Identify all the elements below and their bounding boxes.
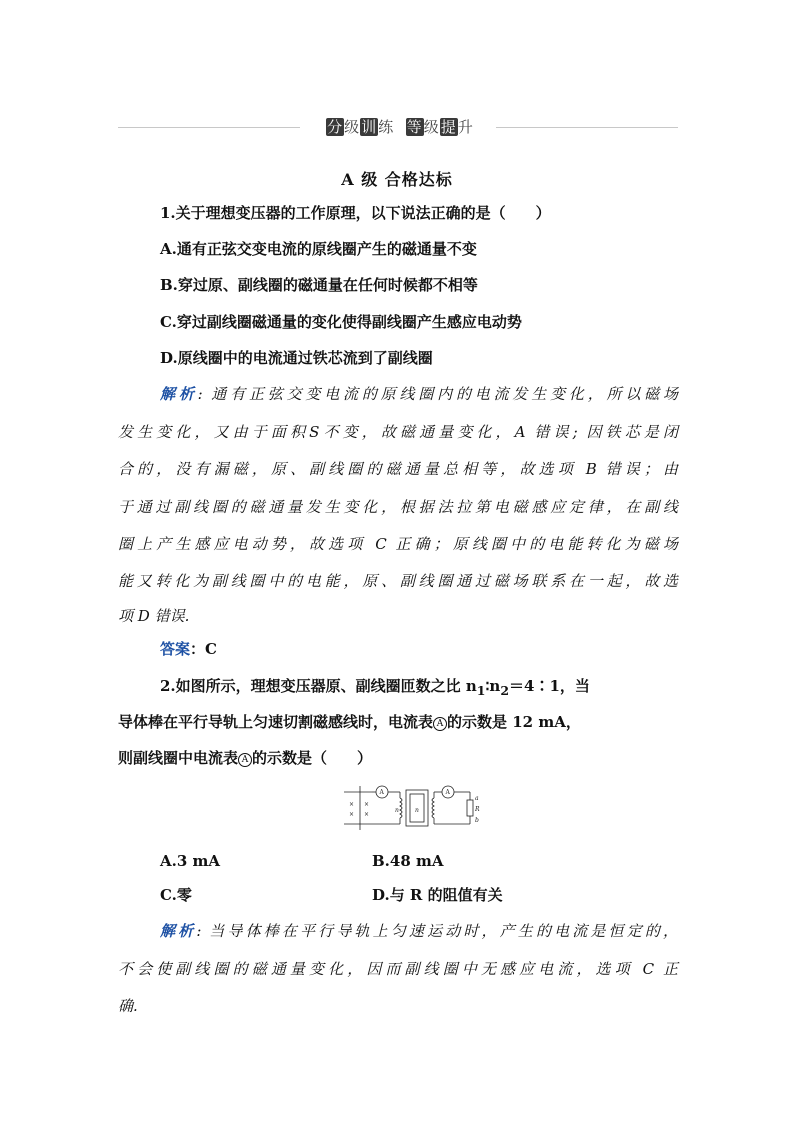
- q2-analysis-label: 解析: [160, 922, 197, 940]
- fig-label-a1: A: [379, 789, 384, 796]
- level-title: A 级 合格达标: [341, 170, 453, 189]
- q2-analysis-line: [160, 915, 678, 948]
- banner-text: [310, 116, 490, 137]
- q2-stem-line1: [160, 670, 678, 707]
- q2-stem-line2: [118, 706, 678, 739]
- fig-label-b: b: [475, 817, 479, 824]
- fig-label-x: ×: [364, 801, 370, 808]
- q1-option-a: A.通有正弦交变电流的原线圈产生的磁通量不变: [160, 240, 477, 258]
- fig-label-a2: A: [445, 789, 450, 796]
- q1-analysis-line: 发生变化，又由于面积S不变，故磁通量变化，A 错误; 因铁芯是闭: [118, 423, 678, 441]
- q1-analysis-line: 合的，没有漏磁，原、副线圈的磁通量总相等，故选项 B 错误；由: [118, 460, 678, 478]
- fig-label-n1: n: [395, 807, 399, 814]
- banner-char: 训: [361, 118, 378, 136]
- banner-char: 升: [457, 118, 474, 136]
- q2-sub2: 2: [500, 683, 510, 698]
- q1-analysis-line: 于通过副线圈的磁通量发生变化，根据法拉第电磁感应定律，在副线: [118, 498, 678, 516]
- banner-right-rule: [496, 127, 678, 128]
- fig-label-x: ×: [349, 801, 355, 808]
- q2-stem-text: 2.如图所示，理想变压器原、副线圈匝数之比 n: [160, 677, 477, 695]
- section-banner: [118, 116, 678, 138]
- q1-analysis-line: 项 D 错误.: [118, 607, 190, 625]
- q2-stem-text: ∶n: [485, 677, 501, 695]
- q2-analysis-line: 不会使副线圈的磁通量变化，因而副线圈中无感应电流，选项 C 正: [118, 960, 678, 978]
- circuit-diagram: [342, 784, 490, 834]
- q1-analysis-line: 圈上产生感应电动势，故选项 C 正确；原线圈中的电能转化为磁场: [118, 535, 678, 553]
- q2-stem-text: 则副线圈中电流表: [118, 749, 239, 767]
- banner-char: 分: [327, 118, 344, 136]
- banner-char: 等: [406, 118, 423, 136]
- fig-label-r: R: [475, 806, 480, 813]
- banner-char: 级: [344, 118, 361, 136]
- banner-left-rule: [118, 127, 300, 128]
- q2-stem-text: 的示数是 12 mA，: [447, 713, 581, 731]
- q1-analysis-line: 能又转化为副线圈中的电能，原、副线圈通过磁场联系在一起，故选: [118, 572, 678, 590]
- banner-char: 提: [440, 118, 457, 136]
- ammeter-a2-icon: A: [238, 753, 252, 767]
- fig-label-a: a: [475, 795, 479, 802]
- q1-analysis-text: : 通有正弦交变电流的原线圈内的电流发生变化，所以磁场: [197, 385, 678, 403]
- q1-answer-label: 答案: [160, 640, 191, 658]
- banner-char: 级: [423, 118, 440, 136]
- q1-answer-value: ：C: [190, 640, 217, 658]
- q2-analysis-text: : 当导体棒在平行导轨上匀速运动时，产生的电流是恒定的，: [196, 922, 678, 940]
- q1-option-c: C.穿过副线圈磁通量的变化使得副线圈产生感应电动势: [160, 313, 522, 331]
- q1-answer: [160, 633, 720, 666]
- fig-label-n2: n: [415, 807, 419, 814]
- ammeter-a1-icon: A: [433, 717, 447, 731]
- q2-stem-text: 导体棒在平行导轨上匀速切割磁感线时，电流表: [118, 713, 434, 731]
- q2-stem-text: 的示数是（ ）: [252, 749, 373, 767]
- q2-option-d: D.与 R 的阻值有关: [372, 886, 503, 904]
- q2-analysis-line: 确.: [118, 997, 138, 1015]
- resistor-r-symbol: [467, 800, 473, 816]
- fig-label-x: ×: [349, 811, 355, 818]
- q2-option-c: C.零: [160, 886, 192, 904]
- q2-stem-text: ＝4∶1，当: [509, 677, 590, 695]
- q1-analysis-label: 解析: [160, 385, 198, 403]
- q2-stem-line3: [118, 742, 678, 775]
- q1-stem: 1.关于理想变压器的工作原理，以下说法正确的是（ ）: [160, 204, 551, 222]
- q1-option-d: D.原线圈中的电流通过铁芯流到了副线圈: [160, 349, 433, 367]
- q2-option-a: A.3 mA: [160, 852, 221, 870]
- q1-analysis-line: [160, 378, 678, 411]
- q1-option-b: B.穿过原、副线圈的磁通量在任何时候都不相等: [160, 276, 478, 294]
- q2-sub1: 1: [476, 683, 486, 698]
- transformer-circuit-figure: [342, 784, 490, 834]
- banner-char: 练: [378, 118, 395, 136]
- q2-option-b: B.48 mA: [372, 852, 444, 870]
- fig-label-x: ×: [364, 811, 370, 818]
